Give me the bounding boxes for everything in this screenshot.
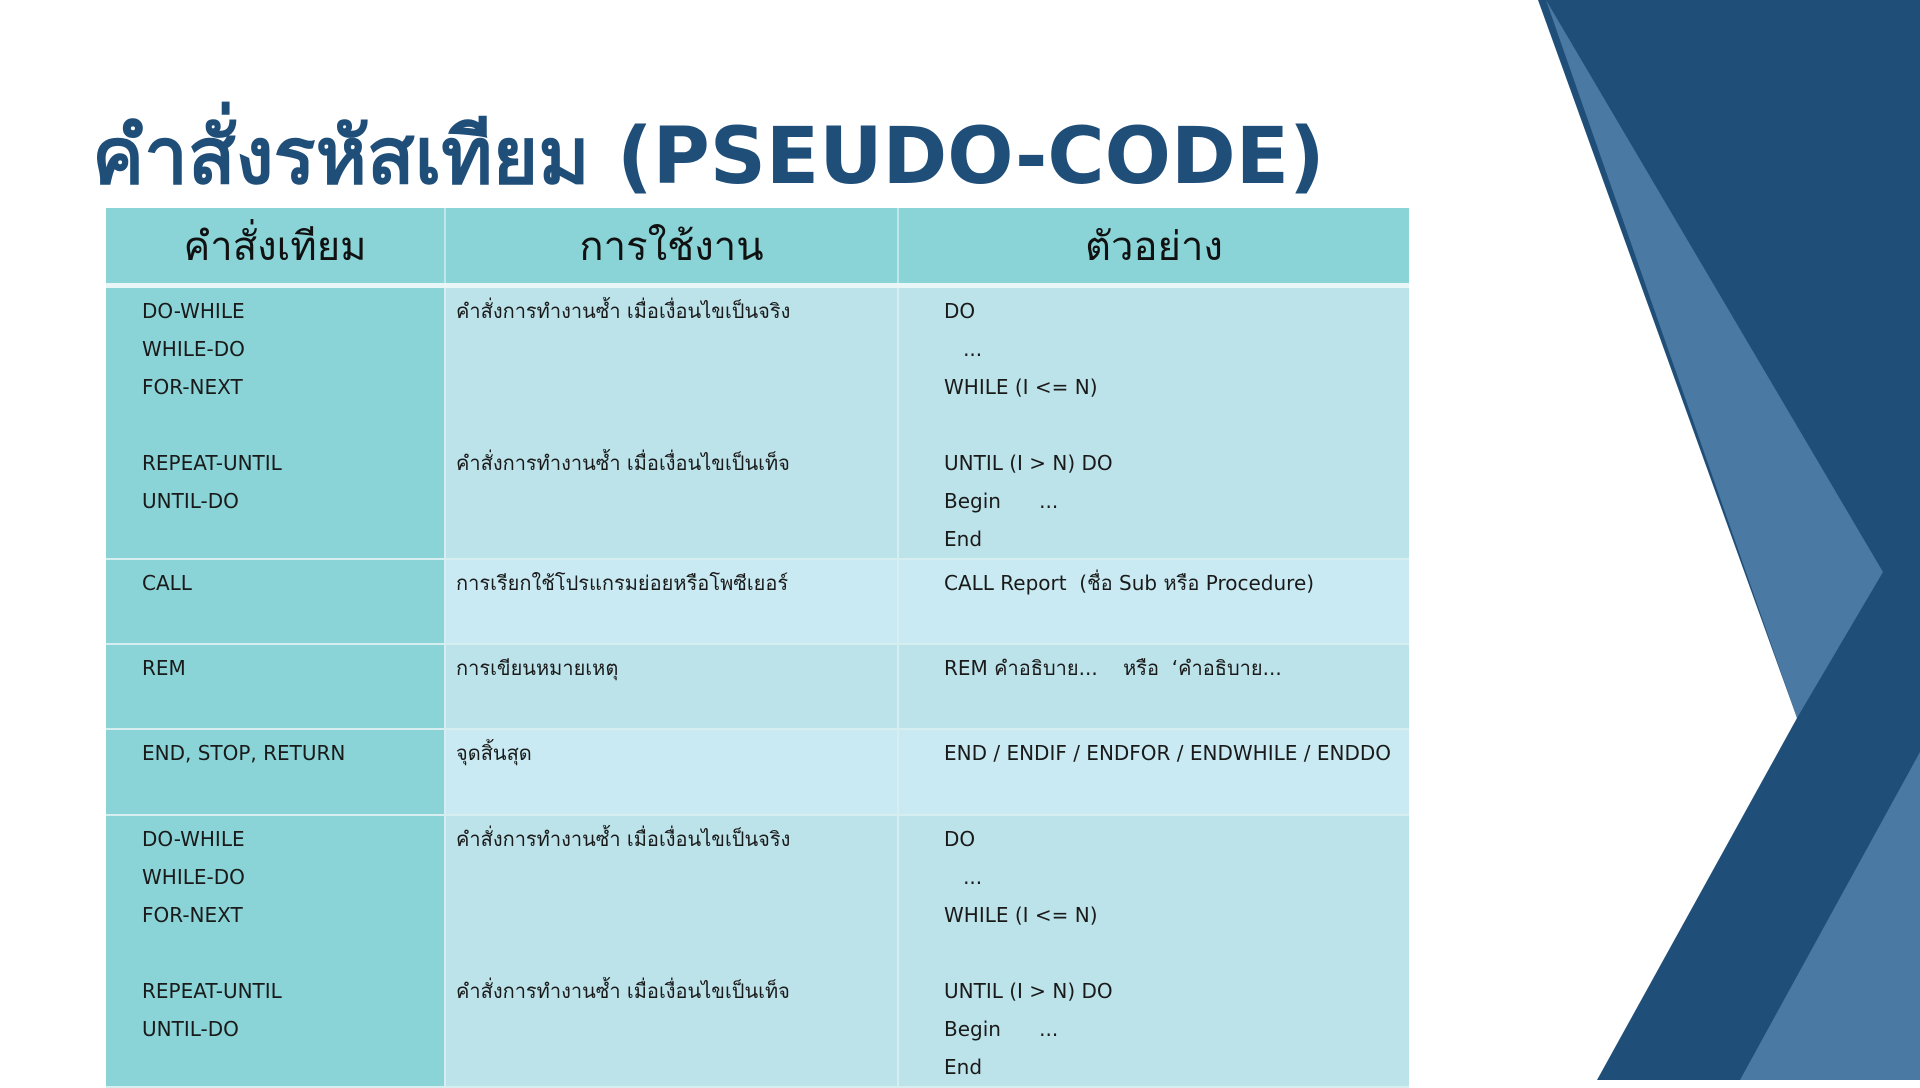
- usage-cell: [445, 644, 898, 729]
- header-command: คำสั่งเทียม: [106, 208, 445, 286]
- command-line: FOR-NEXT: [142, 375, 243, 399]
- command-cell: [106, 286, 445, 560]
- command-line: FOR-NEXT: [142, 903, 243, 927]
- example-line: REM คำอธิบาย... หรือ ‘คำอธิบาย...: [944, 656, 1282, 680]
- command-line: DO-WHILE: [142, 299, 245, 323]
- table-row: [106, 815, 1409, 1087]
- example-line: WHILE (I <= N): [944, 903, 1098, 927]
- usage-cell: [445, 729, 898, 815]
- usage-line: [456, 406, 897, 444]
- example-line: DO: [944, 827, 976, 851]
- usage-line: คำสั่งการทำงานซ้ำ เมื่อเงื่อนไขเป็นจริง: [456, 299, 791, 323]
- example-cell: [898, 644, 1409, 729]
- usage-cell: [445, 815, 898, 1087]
- command-line: END, STOP, RETURN: [142, 741, 346, 765]
- example-cell: [898, 815, 1409, 1087]
- example-line: UNTIL (I > N) DO: [944, 451, 1113, 475]
- header-usage: การใช้งาน: [445, 208, 898, 286]
- example-line: End: [944, 527, 983, 551]
- table-row: [106, 286, 1409, 560]
- command-line: WHILE-DO: [142, 337, 245, 361]
- example-line: Begin ...: [944, 489, 1059, 513]
- usage-line: คำสั่งการทำงานซ้ำ เมื่อเงื่อนไขเป็นจริง: [456, 827, 791, 851]
- example-line: CALL Report (ชื่อ Sub หรือ Procedure): [944, 571, 1315, 595]
- command-cell: [106, 729, 445, 815]
- example-line: [944, 934, 1409, 972]
- command-line: UNTIL-DO: [142, 1017, 239, 1041]
- table-row: [106, 644, 1409, 729]
- command-line: WHILE-DO: [142, 865, 245, 889]
- example-line: End: [944, 1055, 983, 1079]
- usage-line: การเรียกใช้โปรแกรมย่อยหรือโพซีเยอร์: [456, 571, 789, 595]
- example-cell: [898, 729, 1409, 815]
- table-row: [106, 729, 1409, 815]
- command-line: DO-WHILE: [142, 827, 245, 851]
- usage-line: [456, 858, 897, 896]
- usage-line: [456, 368, 897, 406]
- example-cell: [898, 559, 1409, 644]
- usage-cell: [445, 559, 898, 644]
- example-line: END / ENDIF / ENDFOR / ENDWHILE / ENDDO: [944, 741, 1391, 765]
- table-row: [106, 559, 1409, 644]
- slide-title: คำสั่งรหัสเทียม (PSEUDO-CODE): [92, 112, 1325, 202]
- usage-line: [456, 934, 897, 972]
- command-line: [142, 406, 444, 444]
- command-line: [142, 934, 444, 972]
- example-line: [944, 406, 1409, 444]
- usage-line: จุดสิ้นสุด: [456, 741, 532, 765]
- pseudo-code-table: [106, 208, 1409, 1088]
- command-line: REPEAT-UNTIL: [142, 451, 282, 475]
- example-line: WHILE (I <= N): [944, 375, 1098, 399]
- command-cell: [106, 644, 445, 729]
- command-line: REM: [142, 656, 186, 680]
- usage-line: การเขียนหมายเหตุ: [456, 656, 619, 680]
- usage-line: [456, 330, 897, 368]
- example-line: ...: [944, 865, 983, 889]
- command-cell: [106, 815, 445, 1087]
- usage-cell: [445, 286, 898, 560]
- command-line: UNTIL-DO: [142, 489, 239, 513]
- usage-line: คำสั่งการทำงานซ้ำ เมื่อเงื่อนไขเป็นเท็จ: [456, 451, 790, 475]
- command-line: REPEAT-UNTIL: [142, 979, 282, 1003]
- command-line: CALL: [142, 571, 192, 595]
- usage-line: [456, 896, 897, 934]
- example-line: Begin ...: [944, 1017, 1059, 1041]
- usage-line: คำสั่งการทำงานซ้ำ เมื่อเงื่อนไขเป็นเท็จ: [456, 979, 790, 1003]
- example-cell: [898, 286, 1409, 560]
- table-header-row: [106, 208, 1409, 286]
- example-line: UNTIL (I > N) DO: [944, 979, 1113, 1003]
- header-example: ตัวอย่าง: [898, 208, 1409, 286]
- command-cell: [106, 559, 445, 644]
- example-line: ...: [944, 337, 983, 361]
- example-line: DO: [944, 299, 976, 323]
